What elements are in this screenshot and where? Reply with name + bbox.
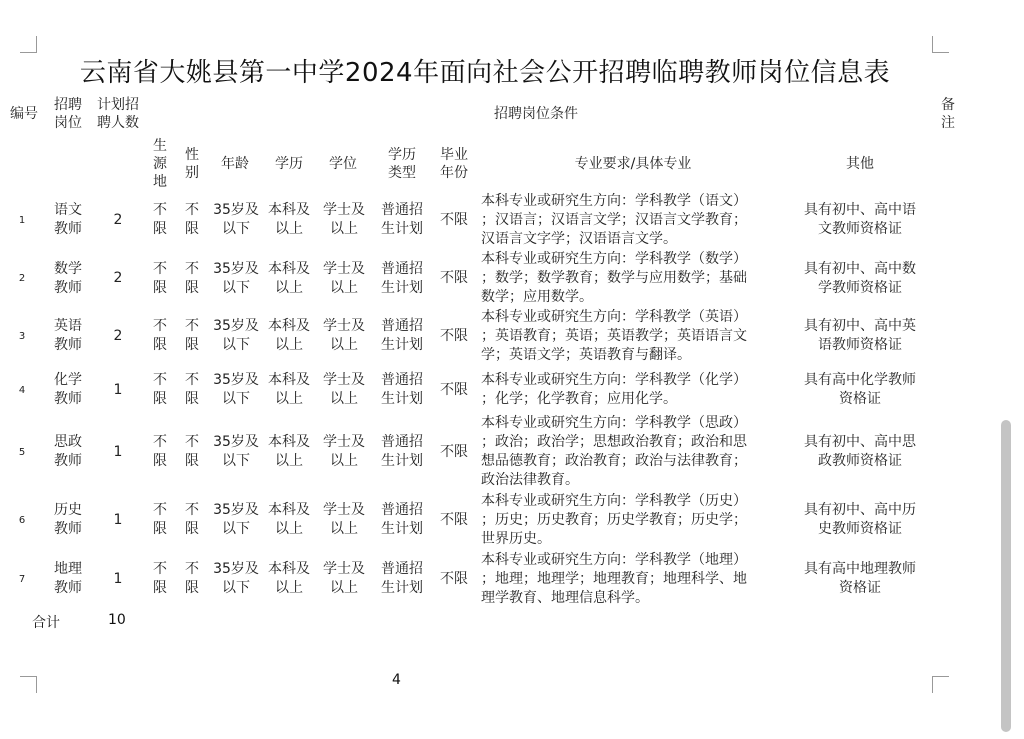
row-major: 本科专业或研究生方向：学科教学（数学） ；数学；数学教育；数学与应用数学；基础 数学；应用数学。 (481, 251, 747, 305)
header-other: 其他 (846, 155, 874, 172)
row-grad-year: 不限 (440, 570, 468, 587)
row-other: 具有初中、高中语 文教师资格证 (804, 202, 916, 237)
row-major: 本科专业或研究生方向：学科教学（历史） ；历史；历史教育；历史学教育；历史学； 世界历史。 (481, 492, 747, 547)
row-degree: 学士及 以上 (323, 202, 365, 237)
header-education: 学历 (275, 155, 303, 172)
row-planned: 2 (113, 327, 123, 344)
row-education: 本科及 以上 (268, 502, 310, 537)
row-origin: 不 限 (153, 434, 167, 469)
row-index: 5 (18, 446, 26, 458)
row-grad-year: 不限 (440, 381, 468, 398)
row-position: 思政 教师 (54, 434, 82, 469)
row-planned: 2 (113, 270, 123, 286)
row-age: 35岁及 以下 (213, 561, 259, 596)
document-title: 云南省大姚县第一中学2024年面向社会公开招聘临聘教师岗位信息表 (79, 58, 891, 88)
header-origin: 生 源 地 (153, 137, 167, 190)
header-index: 编号 (10, 106, 38, 122)
total-label: 合计 (32, 615, 60, 631)
row-age: 35岁及 以下 (213, 372, 259, 407)
row-major: 本科专业或研究生方向：学科教学（思政） ；政治；政治学；思想政治教育；政治和思 想品德教育；政治教育；政治与法律教育； 政治法律教育。 (481, 415, 747, 488)
row-grad-year: 不限 (440, 511, 468, 528)
row-edu-type: 普通招 生计划 (381, 260, 423, 296)
row-planned: 1 (113, 511, 123, 528)
row-index: 4 (18, 384, 26, 396)
row-education: 本科及 以上 (268, 434, 310, 469)
row-degree: 学士及 以上 (323, 502, 365, 537)
row-education: 本科及 以上 (268, 202, 310, 237)
row-other: 具有初中、高中思 政教师资格证 (804, 434, 916, 469)
header-age: 年龄 (221, 155, 249, 172)
row-gender: 不 限 (185, 434, 199, 469)
row-edu-type: 普通招 生计划 (381, 561, 423, 596)
row-degree: 学士及 以上 (323, 260, 365, 296)
row-planned: 1 (113, 443, 123, 460)
row-other: 具有初中、高中英 语教师资格证 (804, 318, 916, 353)
row-edu-type: 普通招 生计划 (381, 502, 423, 537)
row-origin: 不 限 (153, 372, 167, 407)
row-gender: 不 限 (185, 561, 199, 596)
row-origin: 不 限 (153, 502, 167, 537)
row-age: 35岁及 以下 (213, 202, 259, 237)
row-age: 35岁及 以下 (213, 260, 259, 296)
row-position: 地理 教师 (54, 561, 82, 596)
row-major: 本科专业或研究生方向：学科教学（语文） ；汉语言；汉语言文学；汉语言文学教育； 汉语言文字学；汉语语言文学。 (481, 192, 747, 247)
row-gender: 不 限 (185, 260, 199, 296)
row-edu-type: 普通招 生计划 (381, 202, 423, 237)
row-gender: 不 限 (185, 318, 199, 353)
row-education: 本科及 以上 (268, 318, 310, 353)
row-edu-type: 普通招 生计划 (381, 318, 423, 353)
header-remarks: 备 注 (941, 97, 955, 131)
row-edu-type: 普通招 生计划 (381, 372, 423, 407)
row-major: 本科专业或研究生方向：学科教学（化学） ；化学；化学教育；应用化学。 (481, 372, 747, 407)
row-age: 35岁及 以下 (213, 318, 259, 353)
crop-mark-top-left (20, 36, 37, 53)
crop-mark-bottom-left (20, 676, 37, 693)
row-gender: 不 限 (185, 502, 199, 537)
header-gender: 性 别 (185, 146, 199, 181)
row-education: 本科及 以上 (268, 372, 310, 407)
vertical-scrollbar[interactable] (1001, 420, 1011, 732)
row-major: 本科专业或研究生方向：学科教学（英语） ；英语教育；英语；英语教学；英语语言文 学；英语文学；英语教育与翻译。 (481, 308, 747, 363)
row-age: 35岁及 以下 (213, 502, 259, 537)
header-degree: 学位 (329, 155, 357, 172)
row-index: 7 (18, 573, 26, 585)
row-index: 3 (18, 330, 26, 342)
row-degree: 学士及 以上 (323, 434, 365, 469)
row-planned: 1 (113, 381, 123, 398)
header-planned: 计划招 聘人数 (97, 97, 139, 131)
row-origin: 不 限 (153, 202, 167, 237)
row-other: 具有初中、高中历 史教师资格证 (804, 502, 916, 537)
row-education: 本科及 以上 (268, 561, 310, 596)
row-other: 具有初中、高中数 学教师资格证 (804, 260, 916, 296)
row-planned: 2 (113, 211, 123, 228)
row-major: 本科专业或研究生方向：学科教学（地理） ；地理；地理学；地理教育；地理科学、地 理学教育、地理信息科学。 (481, 551, 747, 606)
row-grad-year: 不限 (440, 211, 468, 228)
row-position: 化学 教师 (54, 372, 82, 407)
row-index: 1 (18, 214, 26, 226)
row-education: 本科及 以上 (268, 260, 310, 296)
row-grad-year: 不限 (440, 443, 468, 460)
row-position: 语文 教师 (54, 202, 82, 237)
row-degree: 学士及 以上 (323, 372, 365, 407)
row-position: 历史 教师 (54, 502, 82, 537)
header-major: 专业要求/具体专业 (574, 155, 692, 172)
row-grad-year: 不限 (440, 327, 468, 344)
row-origin: 不 限 (153, 260, 167, 296)
row-index: 6 (18, 514, 26, 526)
header-grad-year: 毕业 年份 (440, 146, 468, 181)
header-conditions: 招聘岗位条件 (494, 106, 578, 122)
row-edu-type: 普通招 生计划 (381, 434, 423, 469)
row-grad-year: 不限 (440, 270, 468, 286)
row-other: 具有高中化学教师 资格证 (804, 372, 916, 407)
row-age: 35岁及 以下 (213, 434, 259, 469)
row-origin: 不 限 (153, 318, 167, 353)
row-position: 英语 教师 (54, 318, 82, 353)
row-planned: 1 (113, 570, 123, 587)
row-degree: 学士及 以上 (323, 318, 365, 353)
row-gender: 不 限 (185, 372, 199, 407)
row-other: 具有高中地理教师 资格证 (804, 561, 916, 596)
page-number: 4 (392, 672, 401, 688)
row-gender: 不 限 (185, 202, 199, 237)
crop-mark-top-right (932, 36, 949, 53)
crop-mark-bottom-right (932, 676, 949, 693)
row-origin: 不 限 (153, 561, 167, 596)
header-position: 招聘 岗位 (54, 97, 82, 131)
row-index: 2 (18, 273, 26, 284)
row-position: 数学 教师 (54, 260, 82, 296)
total-value: 10 (108, 612, 126, 628)
header-edu-type: 学历 类型 (388, 146, 416, 181)
row-degree: 学士及 以上 (323, 561, 365, 596)
